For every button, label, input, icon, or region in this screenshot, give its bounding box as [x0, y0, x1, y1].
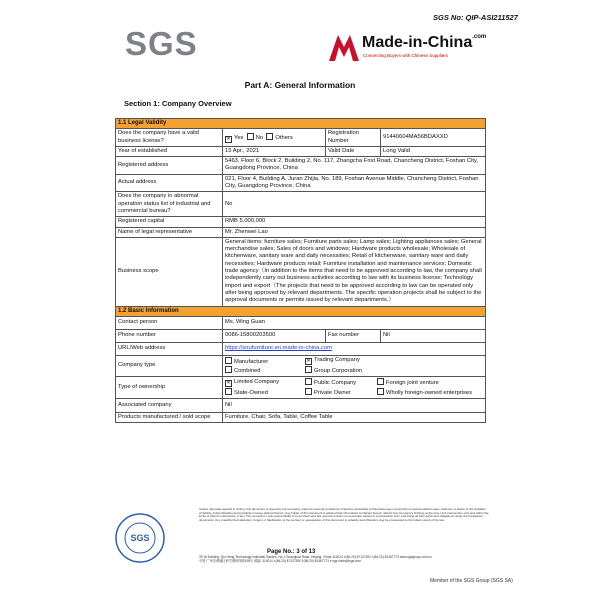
table-row [116, 217, 486, 227]
contact-label: Contact person [116, 316, 223, 329]
products-value: Furniture, Chair, Sofa, Table, Coffee Table [223, 413, 486, 423]
sgs-seal-icon [114, 512, 166, 564]
svg-text:SGS: SGS [130, 533, 150, 543]
legal-validity-header: 1.1 Legal Validity [116, 119, 486, 129]
made-in-china-logo: Made-in-China$^{.com}$ Connecting Buyers with Chinese Suppliers [329, 33, 479, 65]
registered-address-value: 5463, Floor 6, Block 2, Building 2, No. 117, Zhangcha Frist Road, Chancheng District, Foshan City, Guangdong Province, China [223, 157, 486, 175]
table-row [116, 146, 486, 156]
ownership-options: ✕ Limited Company Public Company Foreign joint venture State-Owned Private Owner Wholly foreign-owned enterprises [223, 377, 486, 399]
company-type-options: Manufacturer ✕ Trading Company Combined Group Corporation [223, 355, 486, 377]
fax-label: Fax number [326, 329, 381, 342]
abnormal-status-label: Does the company in abnormal operation status list of industrial and commercial bureau? [116, 192, 223, 217]
url-label: URL/Web address [116, 342, 223, 355]
capital-label: Registered capital [116, 217, 223, 227]
limited-company-checkbox: ✕ [226, 380, 231, 387]
group-corporation-checkbox [305, 366, 312, 373]
business-scope-value: General items: furniture sales; Furniture parts sales; Lamp sales; Lighting appliances sales; General merchandise sales; Sales of doors and windows; Hardware products wholesale; Wholesale of kitchenware, sanitary ware and daily necessities; Retail of kitchenware, sanitary ware and daily necessities; Hardware products retail; Furniture installation and maintenance services; Domestic trade agency（In addition to the items that need to be approved according to law, the company shall independently carry out business activities according to law with its business license; Technology import and export（The projects that need to be approved according to law can be operated only after being approved by relevant departments. The specific operation projects shall be subject to the approval documents or permits issued by relevant departments.） [223, 237, 486, 306]
section-title: Section 1: Company Overview [124, 99, 232, 108]
table-row [116, 413, 486, 423]
table-row [116, 157, 486, 175]
actual-address-label: Actual address [116, 174, 223, 192]
table-row [116, 399, 486, 413]
table-row [116, 237, 486, 306]
license-options: ✕ Yes No Others [223, 129, 326, 147]
company-overview-table [115, 118, 486, 423]
table-row [116, 227, 486, 237]
products-label: Products manufactured / sold scope [116, 413, 223, 423]
company-website-link[interactable]: https://sirufurniture.en.made-in-china.com [225, 345, 332, 352]
yes-checkbox: ✕ [226, 135, 231, 142]
fax-value: Nil [381, 329, 486, 342]
table-row [116, 355, 486, 377]
phone-value: 0086-15800203500 [223, 329, 326, 342]
legal-rep-value: Mr. Zhenwei Lao [223, 227, 486, 237]
others-checkbox [266, 133, 273, 140]
state-owned-checkbox [225, 388, 232, 395]
no-checkbox [247, 133, 254, 140]
table-row [116, 316, 486, 329]
reg-number-label: Registration Number [326, 129, 381, 147]
license-label: Does the company have a valid business license? [116, 129, 223, 147]
actual-address-value: 021, Floor 4, Building A, Juran Zhijia, No. 189, Foshan Avenue Middle, Chancheng District, Foshan City, Guangdong Province, China [223, 174, 486, 192]
table-row [116, 342, 486, 355]
capital-value: RMB 5,000,000 [223, 217, 486, 227]
sgs-report-number: SGS No: QIP-ASI211527 [433, 13, 518, 22]
sgs-logo: SGS [125, 25, 198, 62]
footer-disclaimer: Unless otherwise agreed in writing, this document is issued by the Company under its General Conditions of Service accessible at http://www.sgs.com/en/Terms-and-Conditions.aspx. Attention is drawn to the limitation of liability, indemnification and jurisdiction issues defined therein. Any holder of this document is advised that information contained hereon reflects the Company's findings at the time of its intervention only and within the limits of Client's instructions, if any. The Company's sole responsibility is to its Client and this document does not exonerate parties to a transaction from exercising all their rights and obligations under the transaction documents. Any unauthorized alteration, forgery or falsification of the content or appearance of this document is unlawful and offenders may be prosecuted to the fullest extent of the law. [199, 507, 489, 522]
ownership-label: Type of ownership [116, 377, 223, 399]
valid-date-value: Long Valid [381, 146, 486, 156]
table-row [116, 174, 486, 192]
public-company-checkbox [305, 378, 312, 385]
valid-date-label: Valid Date [326, 146, 381, 156]
wholly-foreign-checkbox [377, 388, 384, 395]
business-scope-label: Business scope [116, 237, 223, 306]
private-owner-checkbox [305, 388, 312, 395]
year-value: 15 Apr., 2021 [223, 146, 326, 156]
part-title: Part A: General Information [244, 80, 356, 90]
table-row [116, 192, 486, 217]
basic-info-header: 1.2 Basic Information [116, 306, 486, 316]
table-row [116, 329, 486, 342]
manufacturer-checkbox [225, 357, 232, 364]
trading-company-checkbox: ✕ [306, 358, 311, 365]
made-in-china-m-icon [329, 33, 359, 61]
page-number: Page No.: 3 of 13 [267, 549, 316, 555]
associated-company-value: Nil [223, 399, 486, 413]
footer-address: 3F,16 Building, Qin Heng Technology Industrial Garden, No.1 Guanghua Road, Heping, China 310014 t (86-20) 87127300 f (86-20) 82467773 www.sgsgroup.com.cn 中国·广州市黄埔区科学城科珠路198号 邮编: 310014 t (86-20) 87127300 f (86-20) 82467773 e sgs.china@sgs.com [199, 555, 432, 564]
table-row [116, 129, 486, 147]
table-row [116, 377, 486, 399]
abnormal-status-value: No [223, 192, 486, 217]
reg-number-value: 91440604MA56BDAXXD [381, 129, 486, 147]
year-label: Year of established [116, 146, 223, 156]
contact-value: Ms. Wing Guan [223, 316, 486, 329]
combined-checkbox [225, 366, 232, 373]
phone-label: Phone number [116, 329, 223, 342]
registered-address-label: Registered address [116, 157, 223, 175]
foreign-jv-checkbox [377, 378, 384, 385]
legal-rep-label: Name of legal representative [116, 227, 223, 237]
sgs-member-note: Member of the SGS Group (SGS SA) [430, 578, 513, 584]
company-type-label: Company type [116, 355, 223, 377]
associated-company-label: Associated company [116, 399, 223, 413]
